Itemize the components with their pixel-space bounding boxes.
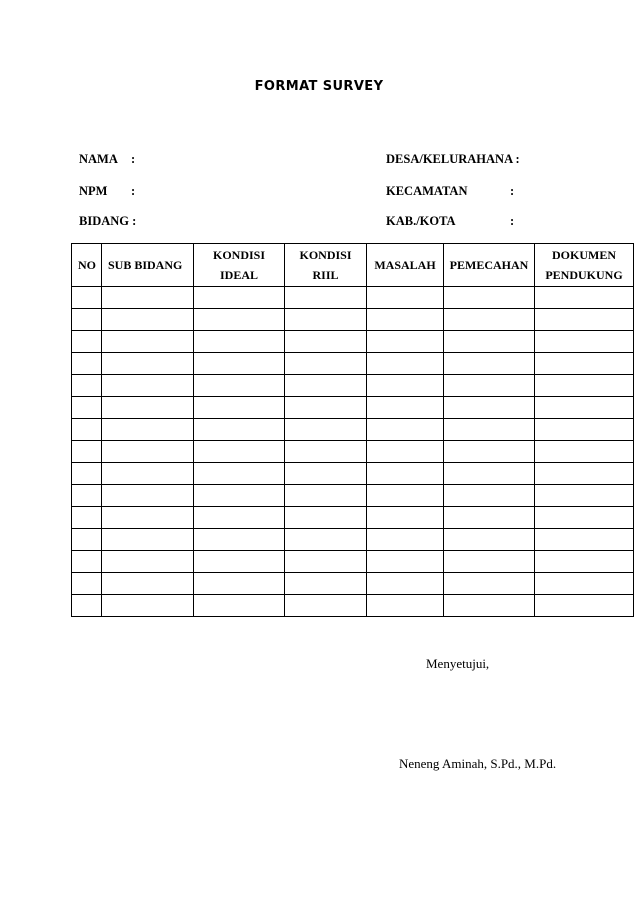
cell-no[interactable] <box>72 485 102 507</box>
cell-sub-bidang[interactable] <box>102 595 194 617</box>
cell-sub-bidang[interactable] <box>102 529 194 551</box>
table-row <box>72 331 634 353</box>
cell-masalah[interactable] <box>367 331 444 353</box>
cell-no[interactable] <box>72 441 102 463</box>
field-npm-label: NPM <box>79 184 108 198</box>
cell-masalah[interactable] <box>367 441 444 463</box>
cell-dokumen-pendukung[interactable] <box>535 287 634 309</box>
cell-masalah[interactable] <box>367 309 444 331</box>
cell-dokumen-pendukung[interactable] <box>535 595 634 617</box>
table-row <box>72 551 634 573</box>
field-desa-label: DESA/KELURAHANA : <box>386 152 520 166</box>
cell-kondisi-riil[interactable] <box>285 529 367 551</box>
cell-dokumen-pendukung[interactable] <box>535 375 634 397</box>
cell-pemecahan[interactable] <box>444 397 535 419</box>
cell-kondisi-riil[interactable] <box>285 353 367 375</box>
cell-dokumen-pendukung[interactable] <box>535 485 634 507</box>
table-row <box>72 441 634 463</box>
field-bidang-label: BIDANG : <box>79 214 137 228</box>
cell-kondisi-riil[interactable] <box>285 309 367 331</box>
cell-no[interactable] <box>72 375 102 397</box>
cell-kondisi-ideal[interactable] <box>194 375 285 397</box>
cell-kondisi-ideal[interactable] <box>194 397 285 419</box>
cell-no[interactable] <box>72 463 102 485</box>
table-row <box>72 529 634 551</box>
cell-pemecahan[interactable] <box>444 331 535 353</box>
signer-name: Neneng Aminah, S.Pd., M.Pd. <box>399 756 557 771</box>
header-kondisi-ideal-line1: KONDISI <box>212 248 265 262</box>
cell-no[interactable] <box>72 331 102 353</box>
table-row <box>72 419 634 441</box>
cell-dokumen-pendukung[interactable] <box>535 353 634 375</box>
cell-kondisi-ideal[interactable] <box>194 485 285 507</box>
table-header-row <box>72 244 634 287</box>
table-row <box>72 309 634 331</box>
table-row <box>72 463 634 485</box>
cell-sub-bidang[interactable] <box>102 507 194 529</box>
cell-masalah[interactable] <box>367 485 444 507</box>
cell-pemecahan[interactable] <box>444 309 535 331</box>
cell-kondisi-riil[interactable] <box>285 595 367 617</box>
header-kondisi-ideal-line2: IDEAL <box>219 268 258 282</box>
cell-masalah[interactable] <box>367 529 444 551</box>
cell-sub-bidang[interactable] <box>102 353 194 375</box>
cell-kondisi-ideal[interactable] <box>194 419 285 441</box>
cell-no[interactable] <box>72 419 102 441</box>
cell-sub-bidang[interactable] <box>102 485 194 507</box>
document-title: FORMAT SURVEY <box>254 79 384 94</box>
cell-no[interactable] <box>72 353 102 375</box>
cell-kondisi-ideal[interactable] <box>194 529 285 551</box>
field-kab-kota-colon: : <box>510 214 515 228</box>
header-sub-bidang <box>102 244 194 287</box>
cell-dokumen-pendukung[interactable] <box>535 573 634 595</box>
cell-kondisi-ideal[interactable] <box>194 463 285 485</box>
cell-masalah[interactable] <box>367 353 444 375</box>
table-row <box>72 375 634 397</box>
header-kondisi-riil <box>285 244 367 287</box>
cell-no[interactable] <box>72 287 102 309</box>
header-masalah <box>367 244 444 287</box>
cell-kondisi-riil[interactable] <box>285 485 367 507</box>
header-no <box>72 244 102 287</box>
field-nama-label: NAMA <box>79 152 118 166</box>
cell-sub-bidang[interactable] <box>102 331 194 353</box>
field-kab-kota-label: KAB./KOTA <box>386 214 456 228</box>
cell-sub-bidang[interactable] <box>102 551 194 573</box>
cell-kondisi-ideal[interactable] <box>194 331 285 353</box>
cell-dokumen-pendukung[interactable] <box>535 507 634 529</box>
cell-pemecahan[interactable] <box>444 353 535 375</box>
cell-no[interactable] <box>72 309 102 331</box>
cell-masalah[interactable] <box>367 287 444 309</box>
header-kondisi-riil-line1: KONDISI <box>299 248 352 262</box>
cell-kondisi-riil[interactable] <box>285 287 367 309</box>
cell-masalah[interactable] <box>367 595 444 617</box>
table-row <box>72 287 634 309</box>
cell-kondisi-ideal[interactable] <box>194 595 285 617</box>
cell-kondisi-riil[interactable] <box>285 463 367 485</box>
cell-kondisi-riil[interactable] <box>285 419 367 441</box>
cell-pemecahan[interactable] <box>444 529 535 551</box>
cell-dokumen-pendukung[interactable] <box>535 529 634 551</box>
field-kecamatan-colon: : <box>510 184 515 198</box>
cell-kondisi-ideal[interactable] <box>194 507 285 529</box>
table-row <box>72 485 634 507</box>
header-no-label: NO <box>78 258 96 272</box>
field-nama-colon: : <box>131 152 136 166</box>
table-row <box>72 353 634 375</box>
cell-kondisi-riil[interactable] <box>285 441 367 463</box>
cell-pemecahan[interactable] <box>444 507 535 529</box>
survey-table <box>71 243 634 617</box>
cell-pemecahan[interactable] <box>444 551 535 573</box>
cell-masalah[interactable] <box>367 551 444 573</box>
cell-dokumen-pendukung[interactable] <box>535 331 634 353</box>
cell-kondisi-ideal[interactable] <box>194 353 285 375</box>
cell-pemecahan[interactable] <box>444 595 535 617</box>
cell-no[interactable] <box>72 573 102 595</box>
cell-pemecahan[interactable] <box>444 573 535 595</box>
cell-masalah[interactable] <box>367 463 444 485</box>
header-dokumen-pendukung-line2: PENDUKUNG <box>545 268 623 282</box>
cell-no[interactable] <box>72 529 102 551</box>
cell-dokumen-pendukung[interactable] <box>535 309 634 331</box>
header-pemecahan <box>444 244 535 287</box>
cell-kondisi-riil[interactable] <box>285 573 367 595</box>
cell-sub-bidang[interactable] <box>102 309 194 331</box>
cell-no[interactable] <box>72 507 102 529</box>
cell-pemecahan[interactable] <box>444 485 535 507</box>
cell-no[interactable] <box>72 551 102 573</box>
cell-sub-bidang[interactable] <box>102 441 194 463</box>
cell-kondisi-ideal[interactable] <box>194 287 285 309</box>
cell-kondisi-ideal[interactable] <box>194 441 285 463</box>
cell-dokumen-pendukung[interactable] <box>535 441 634 463</box>
cell-masalah[interactable] <box>367 573 444 595</box>
cell-pemecahan[interactable] <box>444 441 535 463</box>
cell-pemecahan[interactable] <box>444 375 535 397</box>
header-dokumen-pendukung-line1: DOKUMEN <box>552 248 616 262</box>
cell-kondisi-riil[interactable] <box>285 331 367 353</box>
header-pemecahan-label: PEMECAHAN <box>449 258 529 272</box>
table-row <box>72 595 634 617</box>
header-dokumen-pendukung <box>535 244 634 287</box>
cell-pemecahan[interactable] <box>444 419 535 441</box>
header-masalah-label: MASALAH <box>374 258 436 272</box>
cell-sub-bidang[interactable] <box>102 375 194 397</box>
table-row <box>72 573 634 595</box>
cell-kondisi-riil[interactable] <box>285 507 367 529</box>
cell-sub-bidang[interactable] <box>102 287 194 309</box>
cell-dokumen-pendukung[interactable] <box>535 419 634 441</box>
cell-pemecahan[interactable] <box>444 463 535 485</box>
cell-dokumen-pendukung[interactable] <box>535 551 634 573</box>
cell-sub-bidang[interactable] <box>102 573 194 595</box>
cell-kondisi-riil[interactable] <box>285 375 367 397</box>
cell-sub-bidang[interactable] <box>102 419 194 441</box>
cell-kondisi-ideal[interactable] <box>194 551 285 573</box>
header-kondisi-riil-line2: RIIL <box>312 268 339 282</box>
cell-pemecahan[interactable] <box>444 287 535 309</box>
field-npm-colon: : <box>131 184 136 198</box>
cell-no[interactable] <box>72 397 102 419</box>
cell-kondisi-riil[interactable] <box>285 551 367 573</box>
cell-masalah[interactable] <box>367 507 444 529</box>
survey-table-body <box>72 287 634 617</box>
cell-masalah[interactable] <box>367 375 444 397</box>
approval-text: Menyetujui, <box>426 656 490 671</box>
header-sub-bidang-label: SUB BIDANG <box>108 258 183 272</box>
field-kecamatan-label: KECAMATAN <box>386 184 468 198</box>
cell-kondisi-riil[interactable] <box>285 397 367 419</box>
cell-sub-bidang[interactable] <box>102 397 194 419</box>
cell-kondisi-ideal[interactable] <box>194 573 285 595</box>
cell-no[interactable] <box>72 595 102 617</box>
cell-masalah[interactable] <box>367 419 444 441</box>
cell-sub-bidang[interactable] <box>102 463 194 485</box>
table-row <box>72 507 634 529</box>
table-row <box>72 397 634 419</box>
cell-dokumen-pendukung[interactable] <box>535 463 634 485</box>
cell-masalah[interactable] <box>367 397 444 419</box>
cell-dokumen-pendukung[interactable] <box>535 397 634 419</box>
cell-kondisi-ideal[interactable] <box>194 309 285 331</box>
header-kondisi-ideal <box>194 244 285 287</box>
